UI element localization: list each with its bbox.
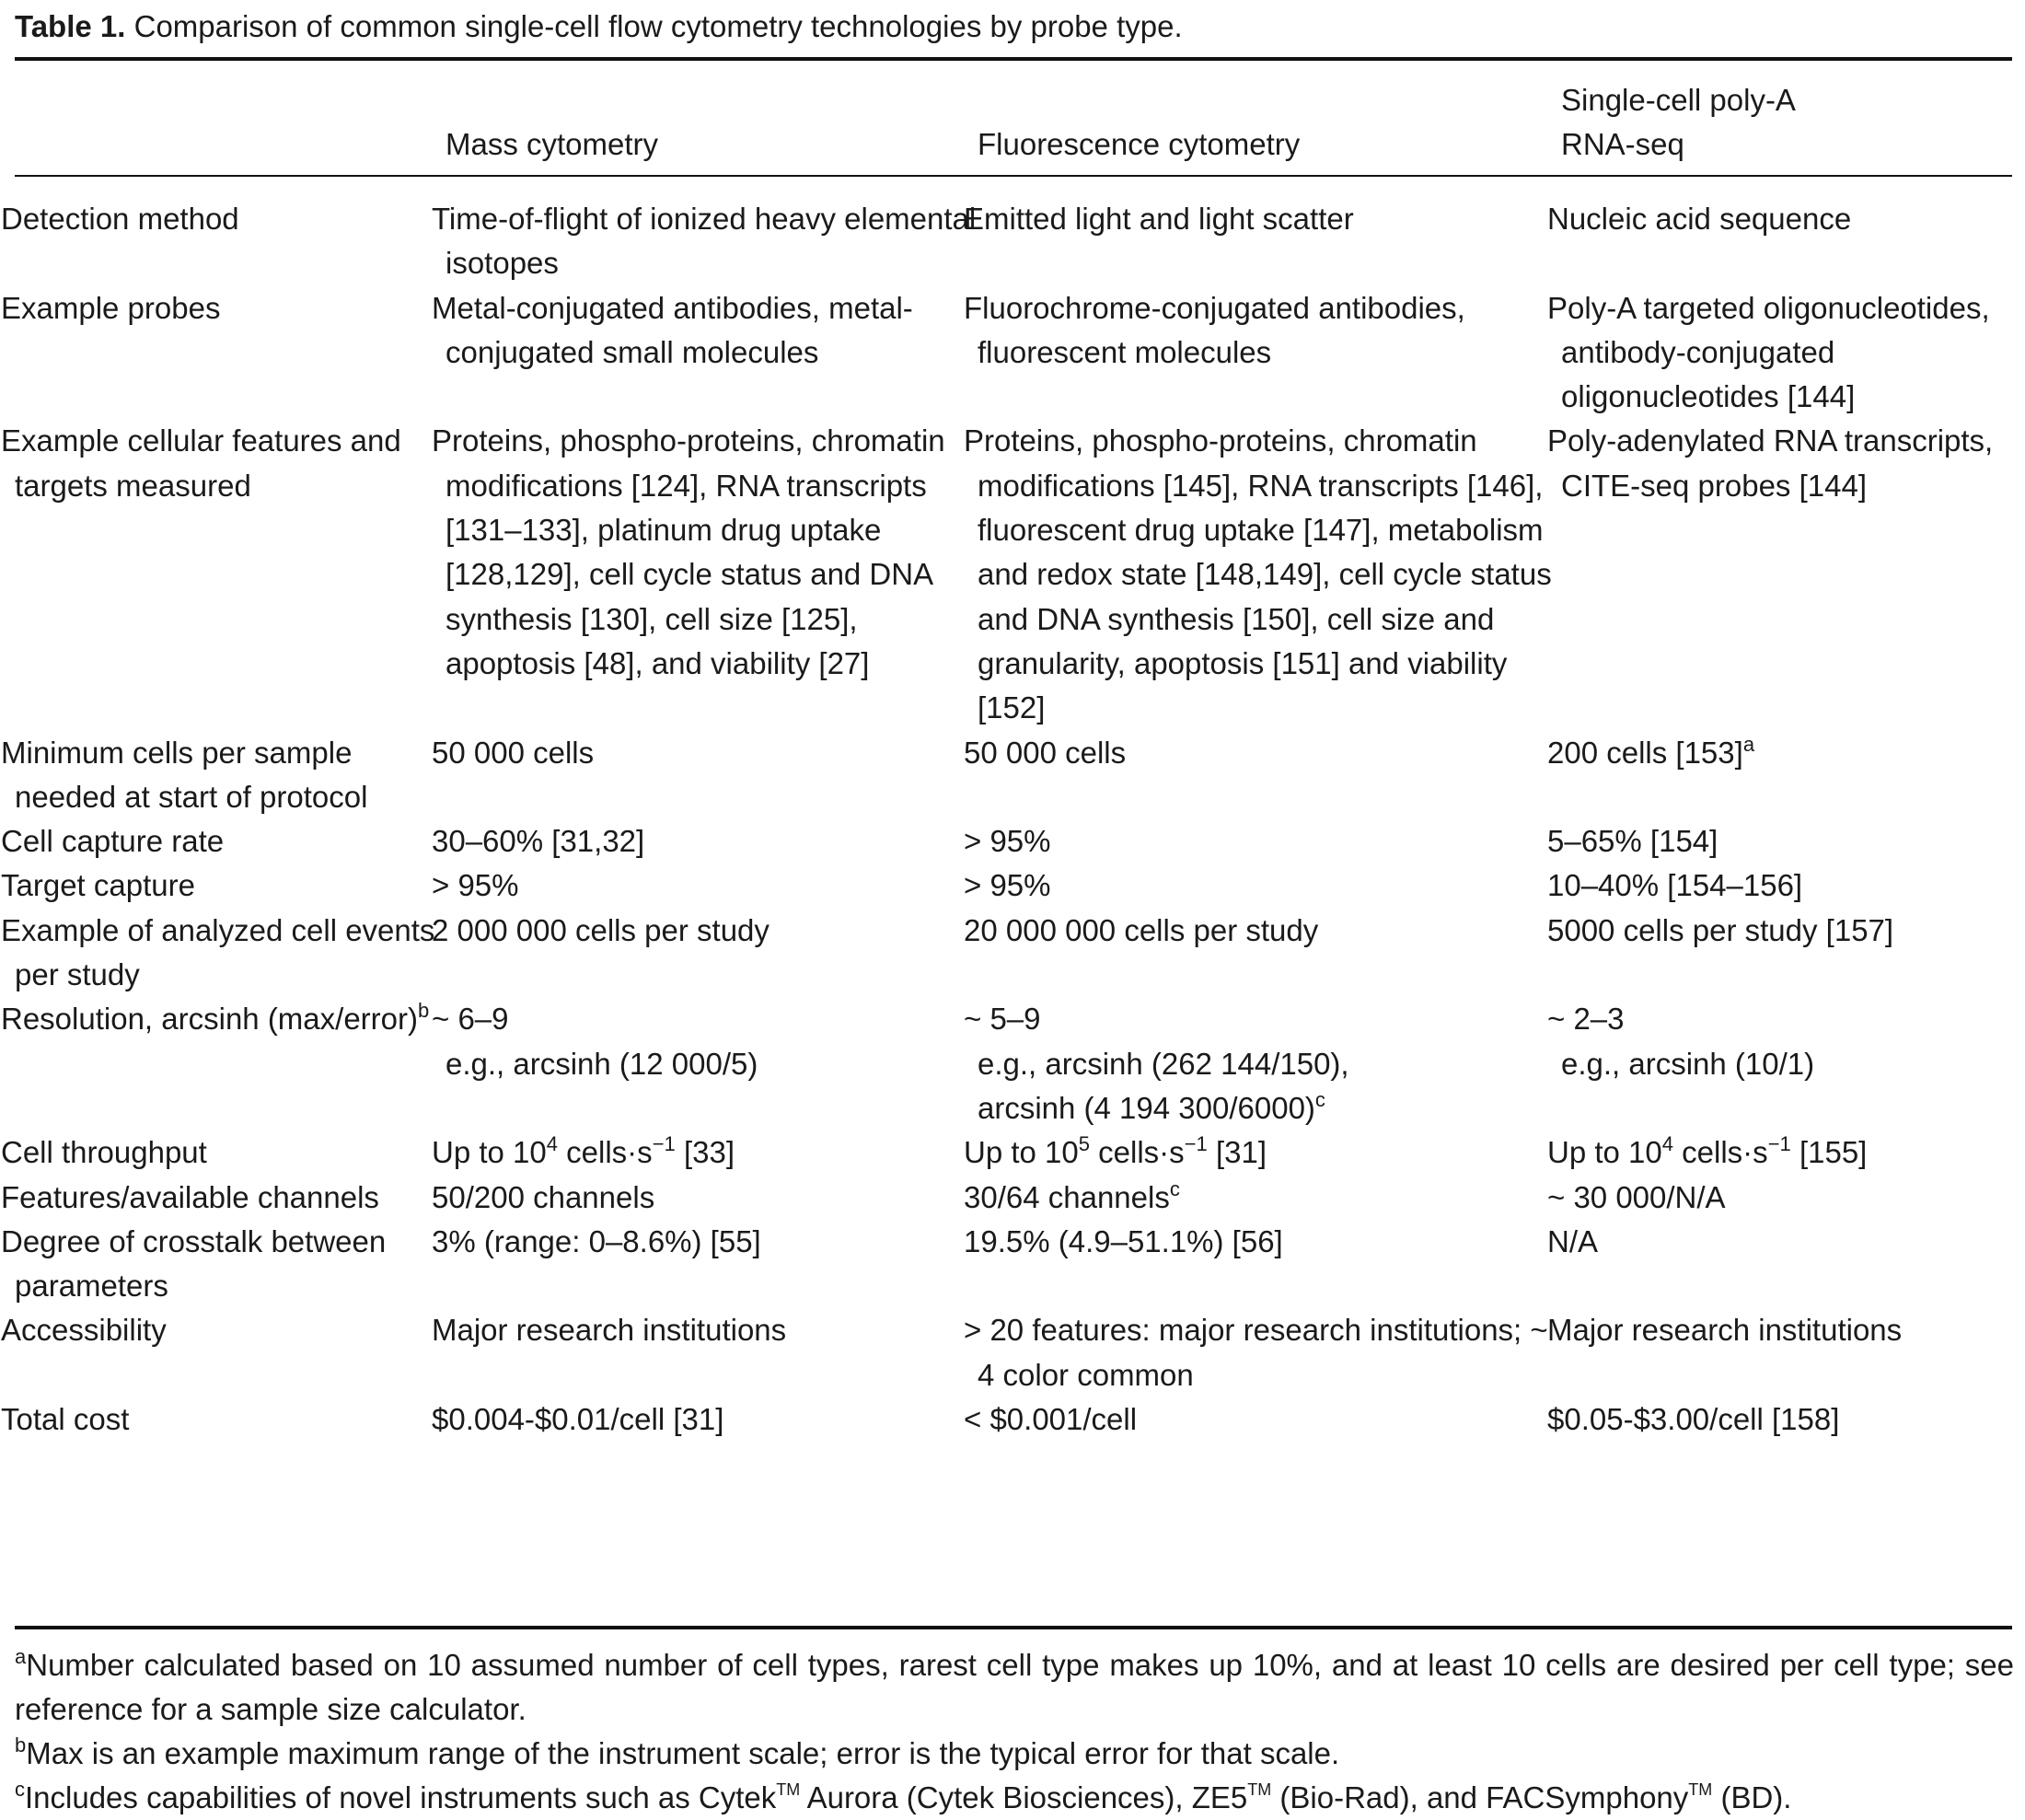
throughput-unit-exponent: −1 bbox=[1184, 1132, 1208, 1156]
footnote-c bbox=[15, 1776, 2014, 1820]
cell-fluorescence bbox=[964, 1176, 1561, 1220]
table-row bbox=[15, 909, 2012, 998]
footnote-mark-b: b bbox=[417, 999, 430, 1023]
col-header-mass: Mass cytometry bbox=[446, 127, 659, 161]
table-row bbox=[15, 1397, 2012, 1442]
footnote-c-text-3: (Bio-Rad), and FACSymphony bbox=[1271, 1780, 1689, 1814]
row-label: Cell throughput bbox=[1, 1135, 207, 1170]
footnote-a-text: Number calculated based on 10 assumed number of cell types, rarest cell type makes up 10%, and at least 10 cells are desired per cell type; see reference for a sample size calculator. bbox=[15, 1648, 2014, 1726]
throughput-ref: [33] bbox=[675, 1135, 735, 1170]
cell-rnaseq: Poly-adenylated RNA transcripts, CITE-seq probes [144] bbox=[1547, 423, 1994, 503]
cell-mass: Metal-conjugated antibodies, metal-conjugated small molecules bbox=[432, 290, 913, 369]
cell-rnaseq: Nucleic acid sequence bbox=[1547, 202, 1852, 236]
cell-fluorescence: Proteins, phospho-proteins, chromatin modifications [145], RNA transcripts [146], fluorescent drug uptake [147], metabolism and redox state [148,149], cell cycle status and DNA synthesis [150], cell size and granularity, apoptosis [151] and viability [152] bbox=[964, 423, 1552, 725]
throughput-prefix: Up to 10 bbox=[1547, 1135, 1662, 1170]
cell-rnaseq-text: 200 cells [153] bbox=[1547, 735, 1743, 770]
row-label: Target capture bbox=[1, 868, 195, 903]
cell-rnaseq: 10–40% [154–156] bbox=[1547, 868, 1803, 903]
cell-fluor-line1: ~ 5–9 bbox=[964, 1002, 1041, 1037]
table-row bbox=[15, 731, 2012, 820]
footnote-a bbox=[15, 1643, 2014, 1732]
cell-fluorescence: 19.5% (4.9–51.1%) [56] bbox=[964, 1223, 1283, 1258]
table-row bbox=[15, 286, 2012, 420]
footnote-c-mark: c bbox=[15, 1778, 25, 1801]
throughput-prefix: Up to 10 bbox=[432, 1135, 547, 1170]
cell-fluorescence: > 95% bbox=[964, 824, 1051, 859]
cell-fluorescence: 50 000 cells bbox=[964, 735, 1127, 770]
cell-mass bbox=[432, 997, 978, 1130]
cell-mass bbox=[432, 1130, 978, 1175]
footnote-a-mark: a bbox=[15, 1645, 27, 1668]
footnote-b-text: Max is an example maximum range of the instrument scale; error is the typical error for that scale. bbox=[26, 1736, 1340, 1770]
cell-fluorescence: < $0.001/cell bbox=[964, 1402, 1138, 1437]
row-label: Minimum cells per sample needed at start of protocol bbox=[1, 735, 368, 814]
table-row bbox=[15, 997, 2012, 1130]
row-label: Degree of crosstalk between parameters bbox=[1, 1223, 387, 1304]
cell-rnaseq: N/A bbox=[1547, 1223, 1599, 1258]
cell-mass: $0.004-$0.01/cell [31] bbox=[432, 1402, 724, 1437]
cell-mass-line1: ~ 6–9 bbox=[432, 1002, 509, 1037]
throughput-ref: [31] bbox=[1207, 1135, 1267, 1170]
col-header-rnaseq-line2: RNA-seq bbox=[1561, 127, 1684, 161]
throughput-unit-exponent: −1 bbox=[1767, 1132, 1791, 1156]
cell-mass: Time-of-flight of ionized heavy elemental isotopes bbox=[432, 202, 977, 281]
throughput-unit-exponent: −1 bbox=[652, 1132, 676, 1156]
throughput-exponent: 4 bbox=[1661, 1132, 1673, 1156]
row-label: Example of analyzed cell events per study bbox=[1, 912, 435, 992]
cell-fluor-text: 30/64 channels bbox=[964, 1179, 1170, 1214]
cell-rna-line1: ~ 2–3 bbox=[1547, 1002, 1625, 1037]
footnote-c-text-4: (BD). bbox=[1712, 1780, 1792, 1814]
throughput-exponent: 4 bbox=[546, 1132, 558, 1156]
header-rule bbox=[15, 175, 2012, 177]
table-row bbox=[15, 819, 2012, 864]
cell-mass-line2: e.g., arcsinh (12 000/5) bbox=[446, 1046, 758, 1081]
table-label: Table 1. bbox=[15, 9, 126, 43]
cell-fluor-line2: e.g., arcsinh (262 144/150), bbox=[978, 1046, 1349, 1081]
throughput-exponent: 5 bbox=[1078, 1132, 1090, 1156]
cell-mass: > 95% bbox=[432, 868, 519, 903]
cell-fluorescence: > 95% bbox=[964, 868, 1051, 903]
row-label-text: Resolution, arcsinh (max/error) bbox=[1, 1002, 418, 1037]
cell-rnaseq: 5000 cells per study [157] bbox=[1547, 912, 1894, 947]
cell-rnaseq bbox=[1547, 1130, 2012, 1175]
table-footnotes bbox=[15, 1643, 2014, 1820]
comparison-table bbox=[1, 197, 2012, 1442]
row-label: Example cellular features and targets measured bbox=[1, 423, 401, 503]
cell-fluor-line3: arcsinh (4 194 300/6000) bbox=[978, 1090, 1315, 1125]
row-label bbox=[1, 997, 446, 1130]
table-row bbox=[15, 1130, 2012, 1175]
cell-mass: 2 000 000 cells per study bbox=[432, 912, 770, 947]
throughput-ref: [155] bbox=[1790, 1135, 1868, 1170]
row-label: Total cost bbox=[1, 1402, 130, 1437]
cell-mass: 50/200 channels bbox=[432, 1179, 655, 1214]
table-row bbox=[15, 197, 2012, 286]
cell-mass: Proteins, phospho-proteins, chromatin modifications [124], RNA transcripts [131–133], platinum drug uptake [128,129], cell cycle status and DNA synthesis [130], cell size [125], apoptosis [48], and viability [27] bbox=[432, 423, 945, 680]
trademark-mark: TM bbox=[1688, 1780, 1713, 1799]
throughput-unit: cells·s bbox=[558, 1135, 653, 1170]
cell-rnaseq: ~ 30 000/N/A bbox=[1547, 1179, 1726, 1214]
cell-fluorescence: Emitted light and light scatter bbox=[964, 202, 1354, 236]
trademark-mark: TM bbox=[776, 1780, 801, 1799]
row-label: Cell capture rate bbox=[1, 824, 225, 859]
throughput-unit: cells·s bbox=[1090, 1135, 1185, 1170]
cell-mass: 30–60% [31,32] bbox=[432, 824, 645, 859]
cell-rnaseq: 5–65% [154] bbox=[1547, 824, 1718, 859]
footnote-mark-c: c bbox=[1314, 1087, 1325, 1111]
footnote-mark-c: c bbox=[1169, 1177, 1180, 1200]
footnote-c-text-2: Aurora (Cytek Biosciences), ZE5 bbox=[800, 1780, 1248, 1814]
row-label: Accessibility bbox=[1, 1313, 167, 1348]
cell-mass: 3% (range: 0–8.6%) [55] bbox=[432, 1223, 761, 1258]
table-row bbox=[15, 1176, 2012, 1220]
footnote-b-mark: b bbox=[15, 1733, 27, 1756]
table-caption bbox=[15, 6, 1183, 48]
cell-rnaseq: Poly-A targeted oligonucleotides, antibody-conjugated oligonucleotides [144] bbox=[1547, 290, 1990, 414]
throughput-prefix: Up to 10 bbox=[964, 1135, 1079, 1170]
trademark-mark: TM bbox=[1247, 1780, 1272, 1799]
row-label: Example probes bbox=[1, 290, 221, 325]
cell-fluorescence bbox=[964, 997, 1561, 1130]
cell-fluorescence: 20 000 000 cells per study bbox=[964, 912, 1319, 947]
top-rule bbox=[15, 57, 2012, 61]
table-title: Comparison of common single-cell flow cytometry technologies by probe type. bbox=[125, 9, 1183, 43]
table-row bbox=[15, 1308, 2012, 1397]
col-header-fluorescence: Fluorescence cytometry bbox=[978, 127, 1301, 161]
cell-mass: 50 000 cells bbox=[432, 735, 595, 770]
throughput-unit: cells·s bbox=[1673, 1135, 1768, 1170]
footnote-b bbox=[15, 1732, 2014, 1776]
cell-rna-line2: e.g., arcsinh (10/1) bbox=[1561, 1046, 1815, 1081]
footnote-c-text-1: Includes capabilities of novel instruments such as Cytek bbox=[25, 1780, 777, 1814]
table-row bbox=[15, 1220, 2012, 1309]
cell-fluorescence: Fluorochrome-conjugated antibodies, fluorescent molecules bbox=[964, 290, 1465, 369]
cell-rnaseq: Major research institutions bbox=[1547, 1313, 1903, 1348]
table-row bbox=[15, 419, 2012, 730]
cell-fluorescence bbox=[964, 1130, 1561, 1175]
cell-rnaseq bbox=[1547, 731, 2012, 820]
cell-fluorescence: > 20 features: major research institutions; ~ 4 color common bbox=[964, 1313, 1548, 1392]
footnote-mark-a: a bbox=[1742, 732, 1755, 756]
table-row bbox=[15, 864, 2012, 908]
col-header-rnaseq-line1: Single-cell poly-A bbox=[1561, 83, 1796, 117]
cell-rnaseq bbox=[1547, 997, 2012, 1130]
cell-mass: Major research institutions bbox=[432, 1313, 787, 1348]
row-label: Detection method bbox=[1, 202, 239, 236]
bottom-rule bbox=[15, 1626, 2012, 1629]
cell-rnaseq: $0.05-$3.00/cell [158] bbox=[1547, 1402, 1840, 1437]
col-header-rnaseq bbox=[1561, 78, 1796, 167]
row-label: Features/available channels bbox=[1, 1179, 379, 1214]
